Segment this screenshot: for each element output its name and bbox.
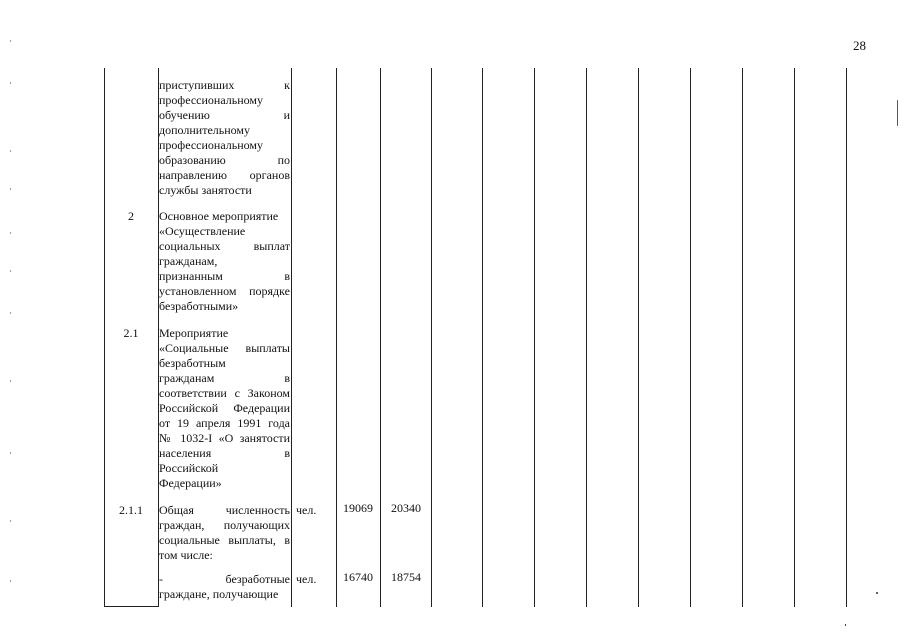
scan-speck <box>897 100 898 126</box>
margin-dot <box>10 40 11 42</box>
value-cell: 19069 <box>343 501 373 515</box>
margin-dot <box>10 82 11 84</box>
margin-dot <box>10 452 11 454</box>
column-line <box>742 68 743 607</box>
unit-cell: чел. <box>296 503 317 517</box>
table-row-description: приступивших к профессиональному обучению и дополнительному профессиональному образованию по направлению органов службы занятости <box>159 78 290 197</box>
column-line <box>534 68 535 607</box>
column-line <box>431 68 432 607</box>
table-row-description: Мероприятие «Социальные выплаты безработным гражданам в соответствии с Законом Российской Федерации от 19 апреля 1991 года № 1032-I «О занятости населения в Российской Федерации» <box>159 326 290 490</box>
margin-dot <box>10 270 11 272</box>
column-line <box>690 68 691 607</box>
margin-dot <box>10 188 11 190</box>
margin-dot <box>10 520 11 522</box>
column-line <box>336 68 337 607</box>
scan-speck <box>876 592 878 594</box>
value-cell: 20340 <box>391 501 421 515</box>
value-cell: 18754 <box>391 570 421 584</box>
row-number: 2 <box>128 209 134 223</box>
column-line <box>794 68 795 607</box>
table-row-description: - безработные граждане, получающие <box>159 572 290 601</box>
column-line <box>380 68 381 607</box>
unit-cell: чел. <box>296 572 317 586</box>
scan-speck <box>845 624 846 626</box>
row-number: 2.1.1 <box>119 503 143 517</box>
margin-dot <box>10 380 11 382</box>
margin-dot <box>10 150 11 152</box>
margin-dot <box>10 580 11 582</box>
column-line <box>638 68 639 607</box>
row-bottom-line <box>104 606 158 607</box>
column-line <box>482 68 483 607</box>
margin-dot <box>10 312 11 314</box>
column-line <box>846 68 847 607</box>
margin-dot <box>10 232 11 234</box>
page-number: 28 <box>853 38 866 53</box>
column-line <box>291 68 292 607</box>
value-cell: 16740 <box>343 570 373 584</box>
table-row-description: Общая численность граждан, получающих социальные выплаты, в том числе: <box>159 503 290 562</box>
column-line <box>586 68 587 607</box>
row-number: 2.1 <box>123 326 139 340</box>
table-row-description: Основное мероприятие «Осуществление социальных выплат гражданам, признанным в установленном порядке безработными» <box>159 209 290 313</box>
